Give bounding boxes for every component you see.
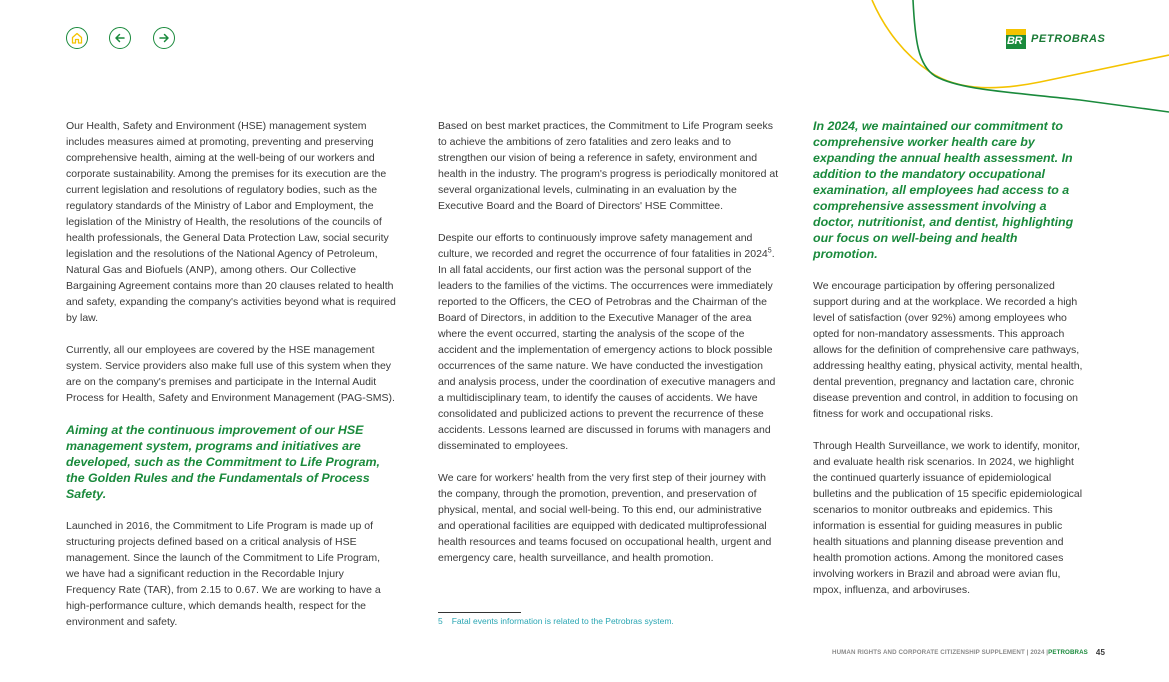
footnote-reference[interactable]: 5: [767, 247, 772, 255]
column-right: [813, 118, 1085, 614]
paragraph: We encourage participation by offering personalized support during and at the workplace. We recorded a high level of satisfaction (over 92%) among employees who opted for non-mandatory assessments. This approach allows for the definition of comprehensive care pathways, addressing healthy eating, physical activity, mental health, dental prevention, pregnancy and lactation care, chronic disease prevention and control, in addition to focusing on fitness for work and occupational risks.: [813, 280, 1083, 420]
petrobras-logo[interactable]: [1006, 29, 1105, 49]
paragraph: Based on best market practices, the Commitment to Life Program seeks to achieve the ambitions of zero fatalities and zero leaks and to strengthen our vision of being a reference in safety, environment and health in the industry. The program's progress is periodically monitored at several organizational levels, culminating in an evaluation by the Executive Board and the Board of Directors' HSE Committee.: [438, 120, 779, 212]
back-button[interactable]: [109, 27, 131, 49]
footnote-divider: [438, 612, 521, 613]
logo-wordmark: PETROBRAS: [1031, 33, 1106, 45]
paragraph: Through Health Surveillance, we work to identify, monitor, and evaluate health risk scenarios. In 2024, we highlight the continued quarterly issuance of epidemiological bulletins and the publication of 15 specific epidemiological scenarios to monitor outbreaks and epidemics. This information is essential for guiding measures in public health situations and planning disease prevention and health promotion actions. Among the monitored cases involving workers in Brazil and abroad were avian flu, mpox, influenza, and arboviruses.: [813, 440, 1083, 596]
paragraph: Our Health, Safety and Environment (HSE) management system includes measures aimed at promoting, preventing and preserving comprehensive health, aiming at the well-being of our workers and corporate sustainability. Among the premises for its execution are the current legislation and resolutions of regulatory bodies, such as the regulatory standards of the Ministry of Labor and Employment, the legislation of the Ministry of Health, the resolutions of the councils of health professionals, the General Data Protection Law, social security legislation and the resolutions of the National Agency of Petroleum, Natural Gas and Biofuels (ANP), among others. Our Collective Bargaining Agreement contains more than 20 clauses related to health and safety, expanding the company's activities beyond what is required by law.: [66, 120, 396, 324]
arrow-left-icon: [113, 31, 127, 45]
paragraph: Despite our efforts to continuously improve safety management and culture, we recorded and regret the occurrence of four fatalities in 2024$^5$. In all fatal accidents, our first action was the personal support of the leaders to the families of the victims. The occurrences were immediately reported to the Officers, the CEO of Petrobras and the Chairman of the Board of Directors, in addition to the Executive Manager of the area where the event occurred, starting the analysis of the scope of the accident and the implementation of emergency actions to block possible occurrences of the same nature. We have conducted the investigation and analysis process, under the coordination of executive managers and a multidisciplinary team, to identify the causes of accidents. We have consolidated and publicized actions to prevent the recurrence of these accidents. Lessons learned are discussed in forums with managers and disseminated to employees.: [438, 232, 776, 452]
decorative-curves: [0, 0, 1169, 130]
home-button[interactable]: [66, 27, 88, 49]
footer-text: HUMAN RIGHTS AND CORPORATE CITIZENSHIP SUPPLEMENT | 2024 |: [832, 649, 1049, 656]
footnote: [438, 616, 674, 626]
footnote-text: Fatal events information is related to the Petrobras system.: [451, 616, 674, 626]
page-number: 45: [1095, 648, 1105, 657]
paragraph: We care for workers' health from the very first step of their journey with the company, through the promotion, prevention, and preservation of physical, mental, and social well-being. To this end, our administrative and operational facilities are equipped with dedicated multiprofessional health resources and teams focused on occupational health, urgent and emergency care, health surveillance, and health promotion.: [438, 472, 772, 564]
green-curve: [913, 0, 1169, 112]
arrow-right-icon: [157, 31, 171, 45]
forward-button[interactable]: [153, 27, 175, 49]
highlight-quote: Aiming at the continuous improvement of our HSE management system, programs and initiatives are developed, such as the Commitment to Life Program, the Golden Rules and the Fundamentals of Process Safety.: [66, 423, 380, 501]
paragraph: Currently, all our employees are covered by the HSE management system. Service providers also make full use of this system when they are on the company's premises and participate in the Internal Audit Process for Health, Safety and Environment Management (PAG-SMS).: [66, 344, 395, 404]
home-icon: [70, 31, 84, 45]
highlight-quote: In 2024, we maintained our commitment to comprehensive worker health care by expanding the annual health assessment. In addition to the mandatory occupational examination, all employees had access to a comprehensive assessment involving a doctor, nutritionist, and dentist, highlighting our focus on well-being and health promotion.: [813, 119, 1074, 261]
page-footer: [832, 648, 1105, 657]
footer-brand: PETROBRAS: [1048, 649, 1088, 656]
paragraph: Launched in 2016, the Commitment to Life Program is made up of structuring projects defined based on a critical analysis of HSE management. Since the launch of the Commitment to Life Program, we have had a significant reduction in the Recordable Injury Frequency Rate (TAR), from 2.15 to 0.67. We are working to have a high-performance culture, which demands health, respect for the environment and safety.: [66, 520, 381, 628]
br-logo-mark: BR: [1006, 29, 1026, 49]
column-left: [66, 118, 396, 646]
footnote-number: 5: [438, 616, 443, 626]
column-middle: [438, 118, 780, 582]
